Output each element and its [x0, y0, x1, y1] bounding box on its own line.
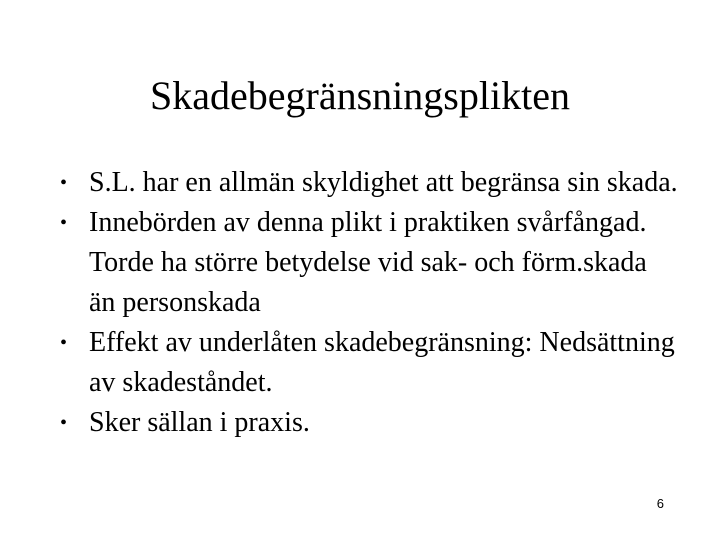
bullet-text: S.L. har en allmän skyldighet att begränsa sin skada.: [89, 167, 678, 198]
bullet-item: [60, 163, 680, 203]
page-number: 6: [656, 496, 664, 511]
bullet-item: [60, 403, 680, 443]
bullet-item: [60, 203, 680, 323]
bullet-item: [60, 323, 680, 403]
bullet-text: Effekt av underlåten skadebegränsning: Nedsättning av skadeståndet.: [89, 327, 675, 398]
bullet-list: [60, 163, 680, 443]
bullet-text: Sker sällan i praxis.: [89, 407, 310, 438]
bullet-icon: •: [60, 332, 68, 354]
bullet-text: Innebörden av denna plikt i praktiken svårfångad. Torde ha större betydelse vid sak- och förm.skada än personskada: [89, 207, 647, 318]
slide-title: Skadebegränsningsplikten: [150, 73, 570, 118]
bullet-icon: •: [60, 412, 68, 434]
bullet-icon: •: [60, 212, 68, 234]
bullet-icon: •: [60, 172, 68, 194]
